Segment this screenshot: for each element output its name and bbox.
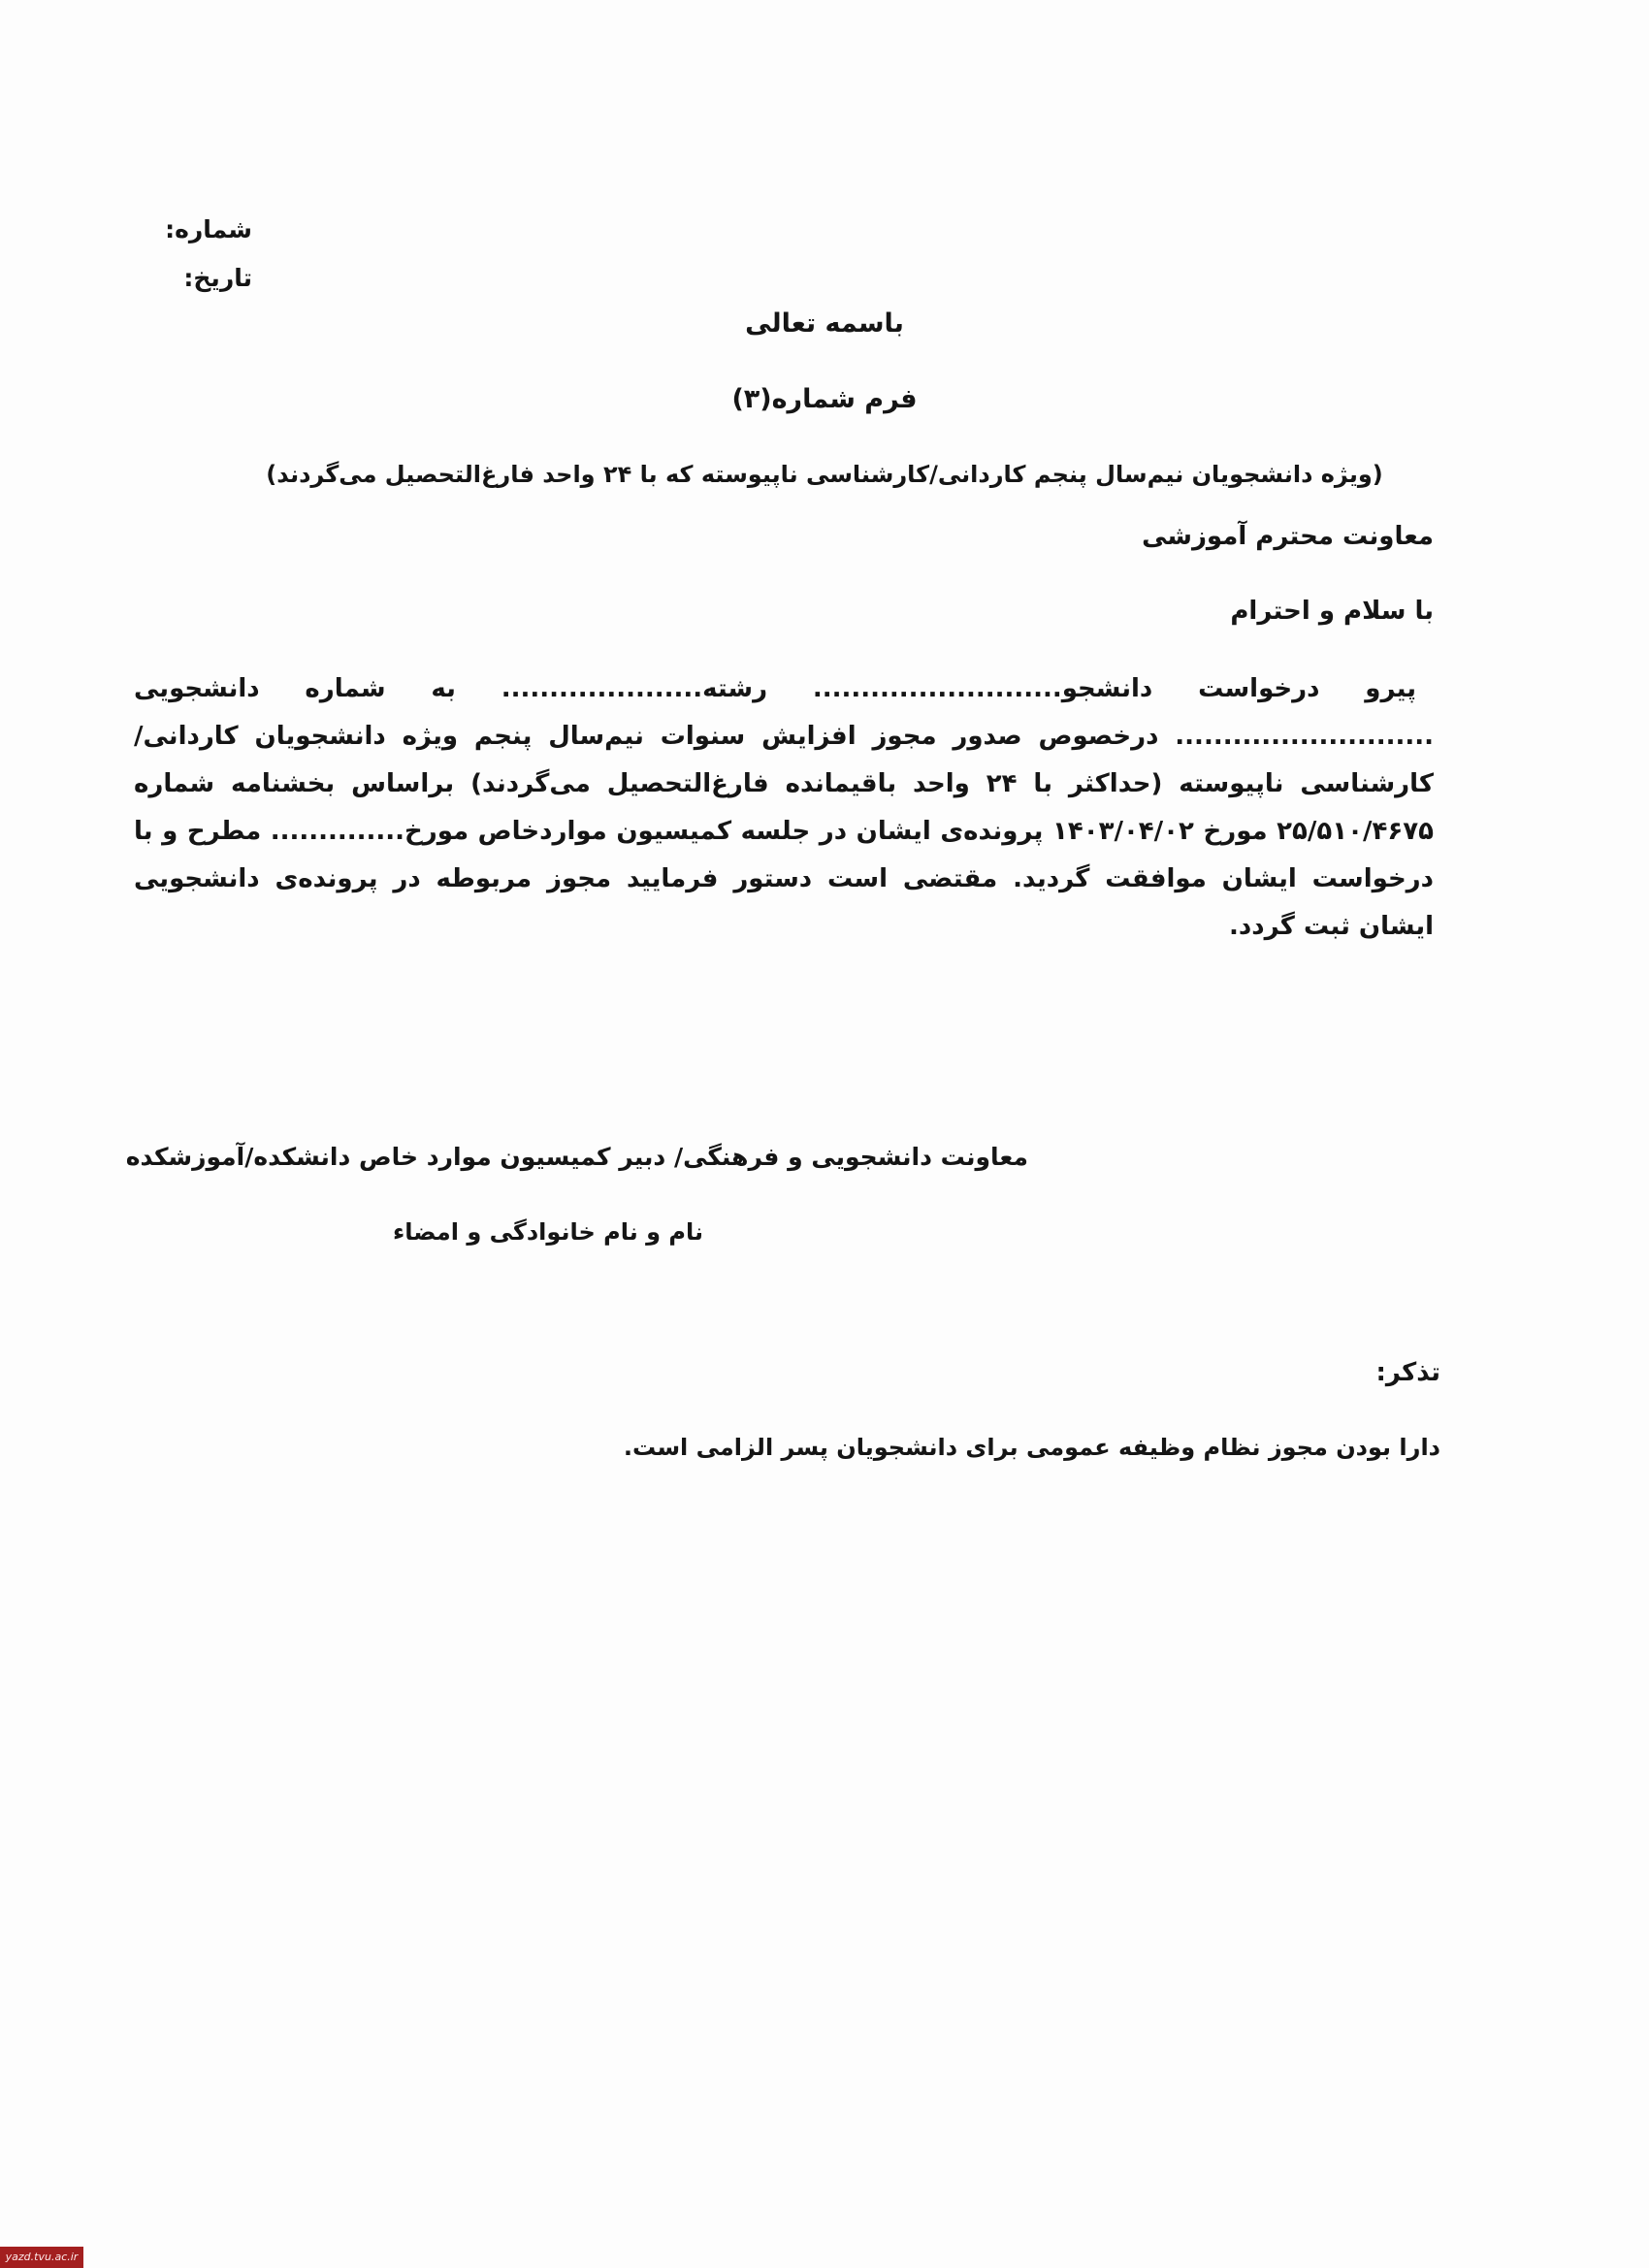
note-label: تذکر: [1375,1358,1440,1387]
invocation-heading: باسمه تعالی [745,308,904,339]
form-subtitle: (ویژه دانشجویان نیم‌سال پنجم کاردانی/کارشناسی ناپیوسته که با ۲۴ واحد فارغ‌التحصیل می‌گردند) [266,461,1383,488]
signature-name-line: نام و نام خانوادگی و امضاء [392,1218,703,1246]
letter-body [134,665,1434,951]
greeting-line: با سلام و احترام [1230,597,1434,626]
signatory-title: معاونت دانشجویی و فرهنگی/ دبیر کمیسیون موارد خاص دانشکده/آموزشکده [125,1143,1028,1171]
letter-number-label: شماره: [165,215,252,243]
form-title: فرم شماره(۳) [731,384,918,414]
letter-date-label: تاریخ: [183,264,252,292]
addressee-line: معاونت محترم آموزشی [1142,522,1434,551]
letter-body-paragraph: پیرو درخواست دانشجو.......................... رشته..................... به شماره دانشجویی ........................... درخصوص صدور مجوز افزایش سنوات نیم‌سال پنجم ویژه دانشجویان کاردانی/کارشناسی ناپیوسته (حداکثر با ۲۴ واحد باقیمانده فارغ‌التحصیل می‌گردند) براساس بخشنامه شماره ۲۵/۵۱۰/۴۶۷۵ مورخ ۱۴۰۳/۰۴/۰۲ پرونده‌ی ایشان در جلسه کمیسیون مواردخاص مورخ.............. مطرح و با درخواست ایشان موافقت گردید. مقتضی است دستور فرمایید مجوز مربوطه در پرونده‌ی دانشجویی ایشان ثبت گردد. [134,674,1434,941]
note-text: دارا بودن مجوز نظام وظیفه عمومی برای دانشجویان پسر الزامی است. [623,1434,1440,1461]
site-watermark: yazd.tvu.ac.ir [0,2247,83,2268]
